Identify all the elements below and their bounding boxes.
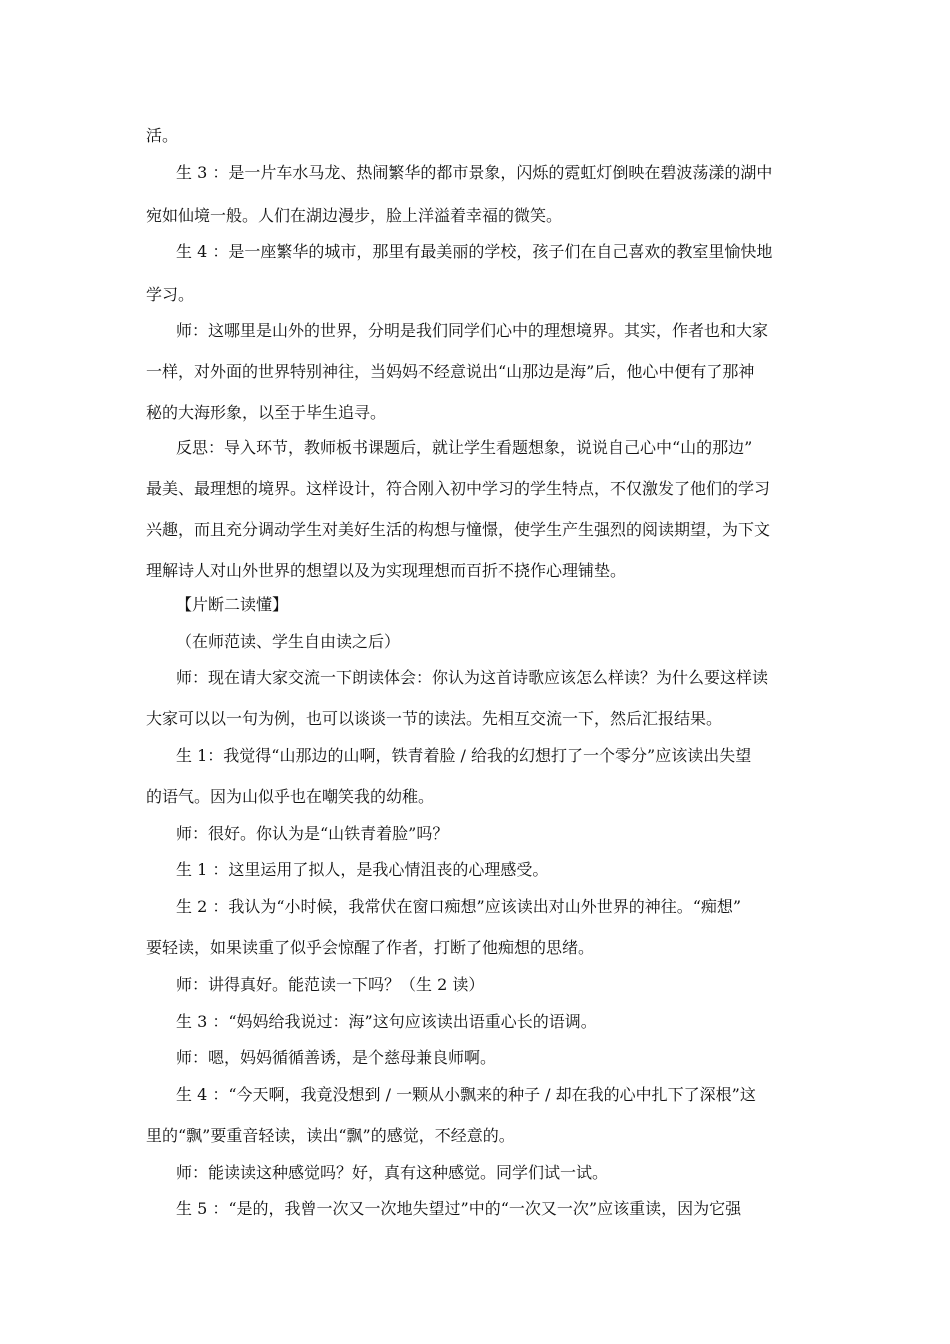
text-line: 师：讲得真好。能范读一下吗？（生 2 读）	[176, 975, 485, 994]
text-line: 里的“飘”要重音轻读，读出“飘”的感觉，不经意的。	[146, 1126, 515, 1145]
text-line: 要轻读，如果读重了似乎会惊醒了作者，打断了他痴想的思绪。	[146, 938, 595, 957]
section-title: 【片断二读懂】	[176, 595, 289, 614]
text-line: 反思：导入环节，教师板书课题后，就让学生看题想象，说说自己心中“山的那边”	[176, 438, 753, 457]
text-line: 兴趣，而且充分调动学生对美好生活的构想与憧憬，使学生产生强烈的阅读期望，为下文	[146, 520, 771, 539]
text-line: 生 2 ：我认为“小时候，我常伏在窗口痴想”应该读出对山外世界的神往。“痴想”	[176, 897, 742, 916]
text-line: 生 1：我觉得“山那边的山啊，铁青着脸 / 给我的幻想打了一个零分”应该读出失望	[176, 746, 752, 765]
text-line: （在师范读、学生自由读之后）	[176, 632, 401, 651]
text-line: 一样，对外面的世界特别神往，当妈妈不经意说出“山那边是海”后，他心中便有了那神	[146, 362, 755, 381]
text-line: 师：这哪里是山外的世界，分明是我们同学们心中的理想境界。其实，作者也和大家	[176, 321, 769, 340]
text-line: 宛如仙境一般。人们在湖边漫步，脸上洋溢着幸福的微笑。	[146, 206, 563, 225]
text-line: 生 4 ：是一座繁华的城市，那里有最美丽的学校，孩子们在自己喜欢的教室里愉快地	[176, 242, 773, 261]
text-line: 生 5 ：“是的，我曾一次又一次地失望过”中的“一次又一次”应该重读，因为它强	[176, 1199, 742, 1218]
text-line: 学习。	[146, 285, 195, 304]
text-line: 师：很好。你认为是“山铁青着脸”吗？	[176, 824, 449, 843]
text-line: 生 4 ：“今天啊，我竟没想到 / 一颗从小飘来的种子 / 却在我的心中扎下了深根”这	[176, 1085, 756, 1104]
text-line: 活。	[146, 126, 179, 145]
text-line: 师：嗯，妈妈循循善诱，是个慈母兼良师啊。	[176, 1048, 497, 1067]
text-line: 生 3 ：是一片车水马龙、热闹繁华的都市景象，闪烁的霓虹灯倒映在碧波荡漾的湖中	[176, 163, 773, 182]
text-line: 师：现在请大家交流一下朗读体会：你认为这首诗歌应该怎么样读？为什么要这样读	[176, 668, 769, 687]
text-line: 最美、最理想的境界。这样设计，符合刚入初中学习的学生特点，不仅激发了他们的学习	[146, 479, 771, 498]
text-line: 生 1 ：这里运用了拟人，是我心情沮丧的心理感受。	[176, 860, 549, 879]
text-line: 师：能读读这种感觉吗？好，真有这种感觉。同学们试一试。	[176, 1163, 609, 1182]
text-line: 的语气。因为山似乎也在嘲笑我的幼稚。	[146, 787, 435, 806]
text-line: 秘的大海形象，以至于毕生追寻。	[146, 403, 387, 422]
text-line: 大家可以以一句为例，也可以谈谈一节的读法。先相互交流一下，然后汇报结果。	[146, 709, 723, 728]
text-line: 理解诗人对山外世界的想望以及为实现理想而百折不挠作心理铺垫。	[146, 561, 627, 580]
text-line: 生 3 ：“妈妈给我说过：海”这句应该读出语重心长的语调。	[176, 1012, 597, 1031]
